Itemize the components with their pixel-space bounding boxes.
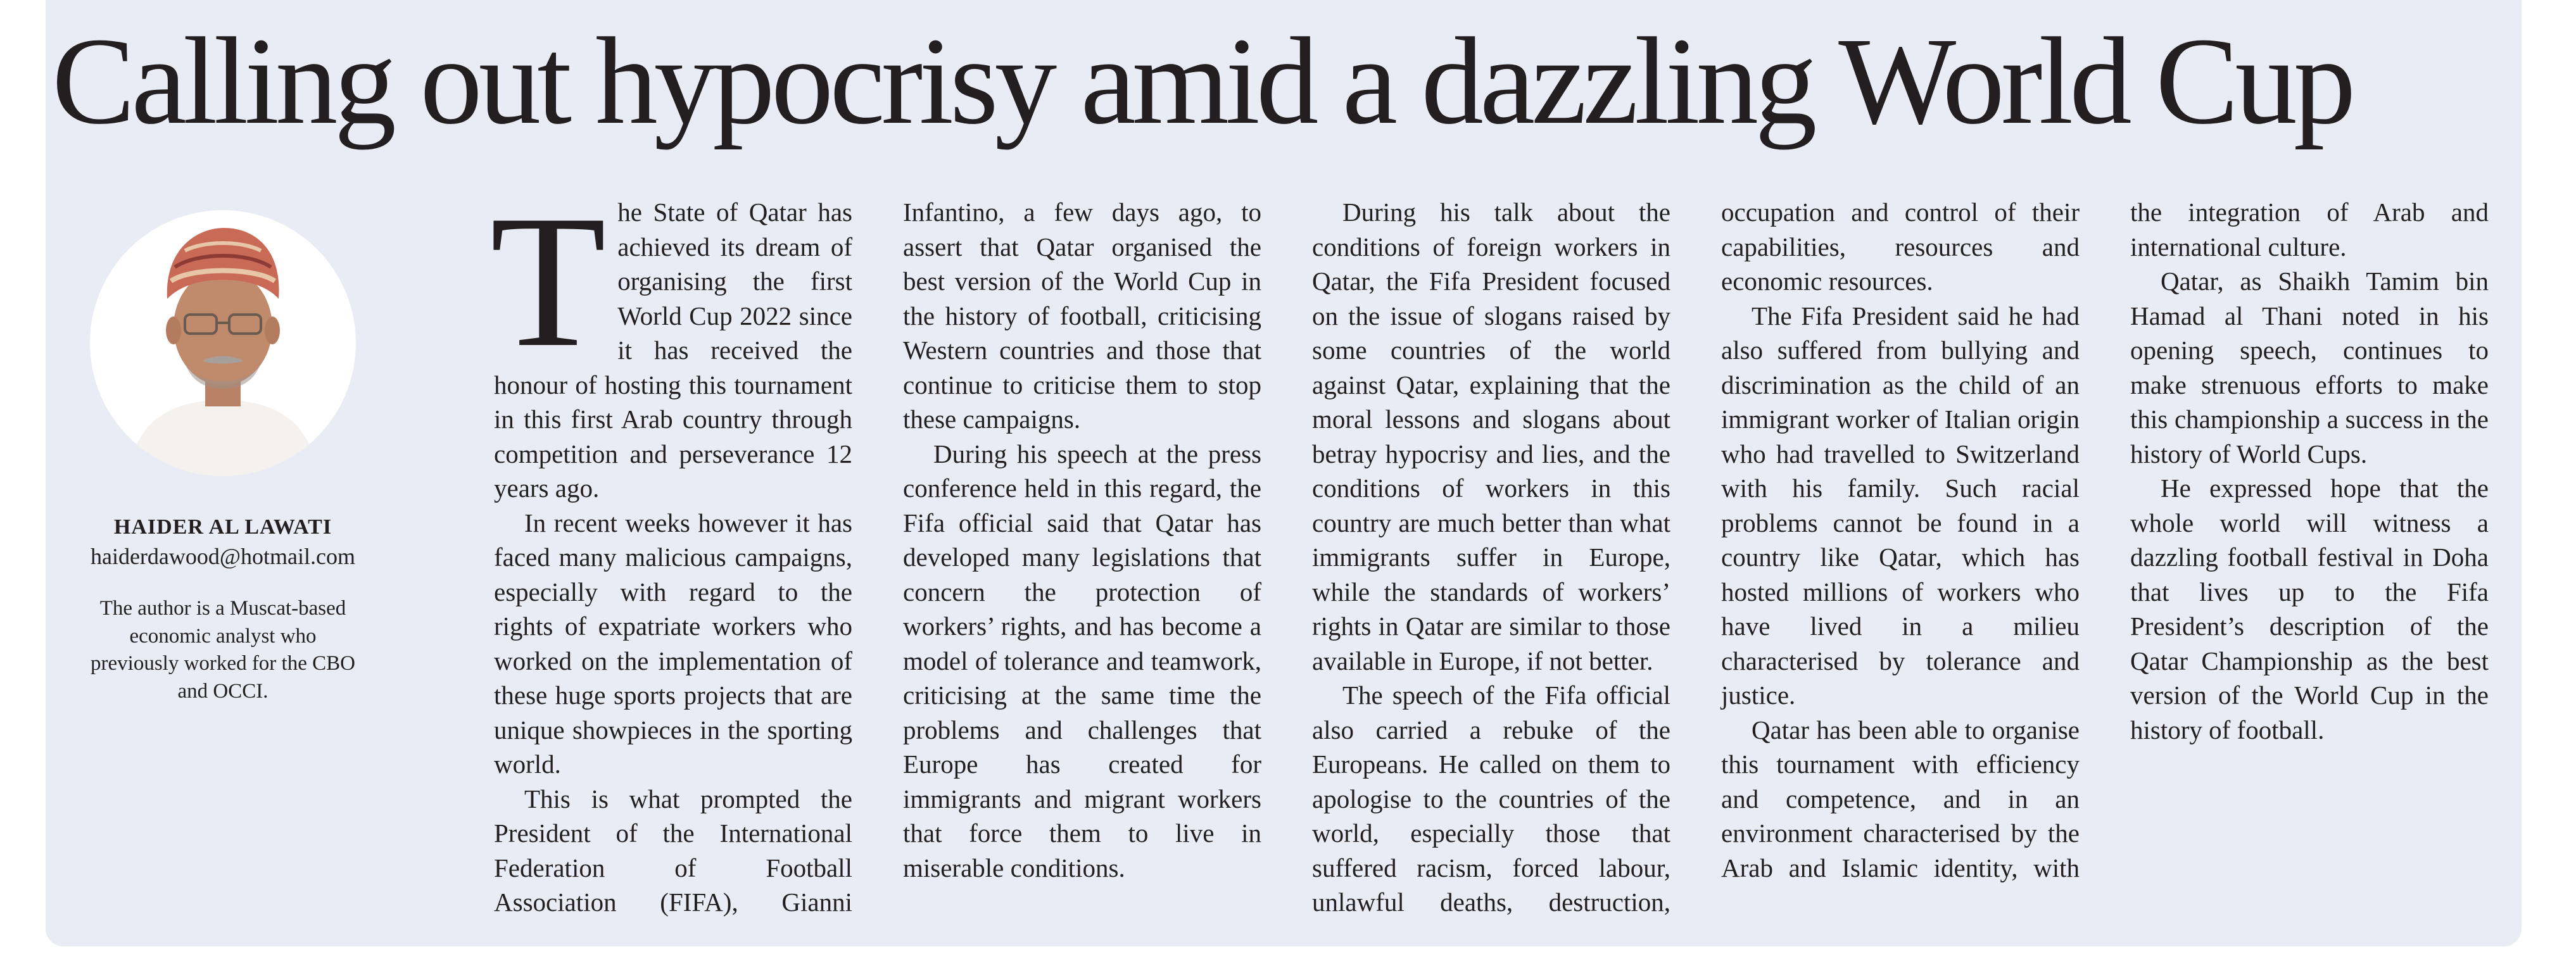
paragraph: During his speech at the press conference held in this regard, the Fifa official said that Qatar has developed many legislations that concern the protection of workers’ rights, and has become a model of tolerance and teamwork, criticising at the same time the problems and challenges that Europe has created for immigrants and migrant workers that force them to live in miserable conditions. bbox=[903, 439, 1261, 882]
paragraph-text: he State of Qatar has achieved its dream of organising the first World Cup 2022 since it has received the honour of hosting this tournament in this first Arab country through competition and perseverance 12 years ago. bbox=[494, 198, 852, 503]
author-bio: The author is a Muscat-based economic analyst who previously worked for the CBO and OCCI. bbox=[91, 597, 355, 703]
paragraph: During his talk about the conditions of foreign workers in Qatar, the Fifa President focused on the issue of slogans raised by some countries of the world against Qatar, explaining that the moral lessons and slogans about betray hypocrisy and lies, and the conditions of workers in this country are much better than what immigrants suffer in Europe, while the standards of workers’ rights in Qatar are similar to those available in Europe, if not better. bbox=[1312, 198, 1670, 675]
paragraph: The speech of the Fifa official also carried a rebuke of the Europeans. He called on them to apologise to the countries of the world, especially those that suffered racism, forced labour, unlawful deaths, destruction, occupation and control of their capabilities, resources and economic resources. bbox=[1312, 198, 2080, 917]
paragraph bbox=[490, 176, 852, 506]
paragraph: Qatar has been able to organise this tournament with efficiency and competence, and in an environment characterised by the Arab and Islamic identity, with the integration of Arab and international culture. bbox=[1721, 198, 2489, 882]
paragraph: This is what prompted the President of the International Federation of Football Association (FIFA), Gianni Infantino, a few days ago, to assert that Qatar organised the best version of the World Cup in the history of football, criticising Western countries and those that continue to criticise them to stop these campaigns. bbox=[494, 198, 1261, 917]
author-name: HAIDER AL LAWATI bbox=[113, 515, 332, 539]
drop-cap: T bbox=[490, 176, 607, 386]
author-column bbox=[72, 210, 374, 705]
paragraph: He expressed hope that the whole world will witness a dazzling football festival in Doha that lives up to the Fifa President’s description of the Qatar Championship as the best version of the World Cup in the history of football. bbox=[2130, 474, 2489, 744]
paragraph: Qatar, as Shaikh Tamim bin Hamad al Thani noted in his opening speech, continues to make strenuous efforts to make this championship a success in the history of World Cups. bbox=[2130, 267, 2489, 468]
paragraph: In recent weeks however it has faced many malicious campaigns, especially with regard to the rights of expatriate workers who worked on the implementation of these huge sports projects that are unique showpieces in the sporting world. bbox=[494, 508, 852, 779]
author-photo bbox=[90, 210, 356, 476]
author-email: haiderdawood@hotmail.com bbox=[90, 544, 356, 569]
headline: Calling out hypocrisy amid a dazzling World Cup bbox=[52, 11, 2352, 150]
paragraph: The Fifa President said he had also suffered from bullying and discrimination as the child of an immigrant worker of Italian origin who had travelled to Switzerland with his family. Such racial problems cannot be found in a country like Qatar, which has hosted millions of workers who have lived in a milieu characterised by tolerance and justice. bbox=[1721, 301, 2080, 710]
article-body bbox=[490, 176, 2489, 923]
